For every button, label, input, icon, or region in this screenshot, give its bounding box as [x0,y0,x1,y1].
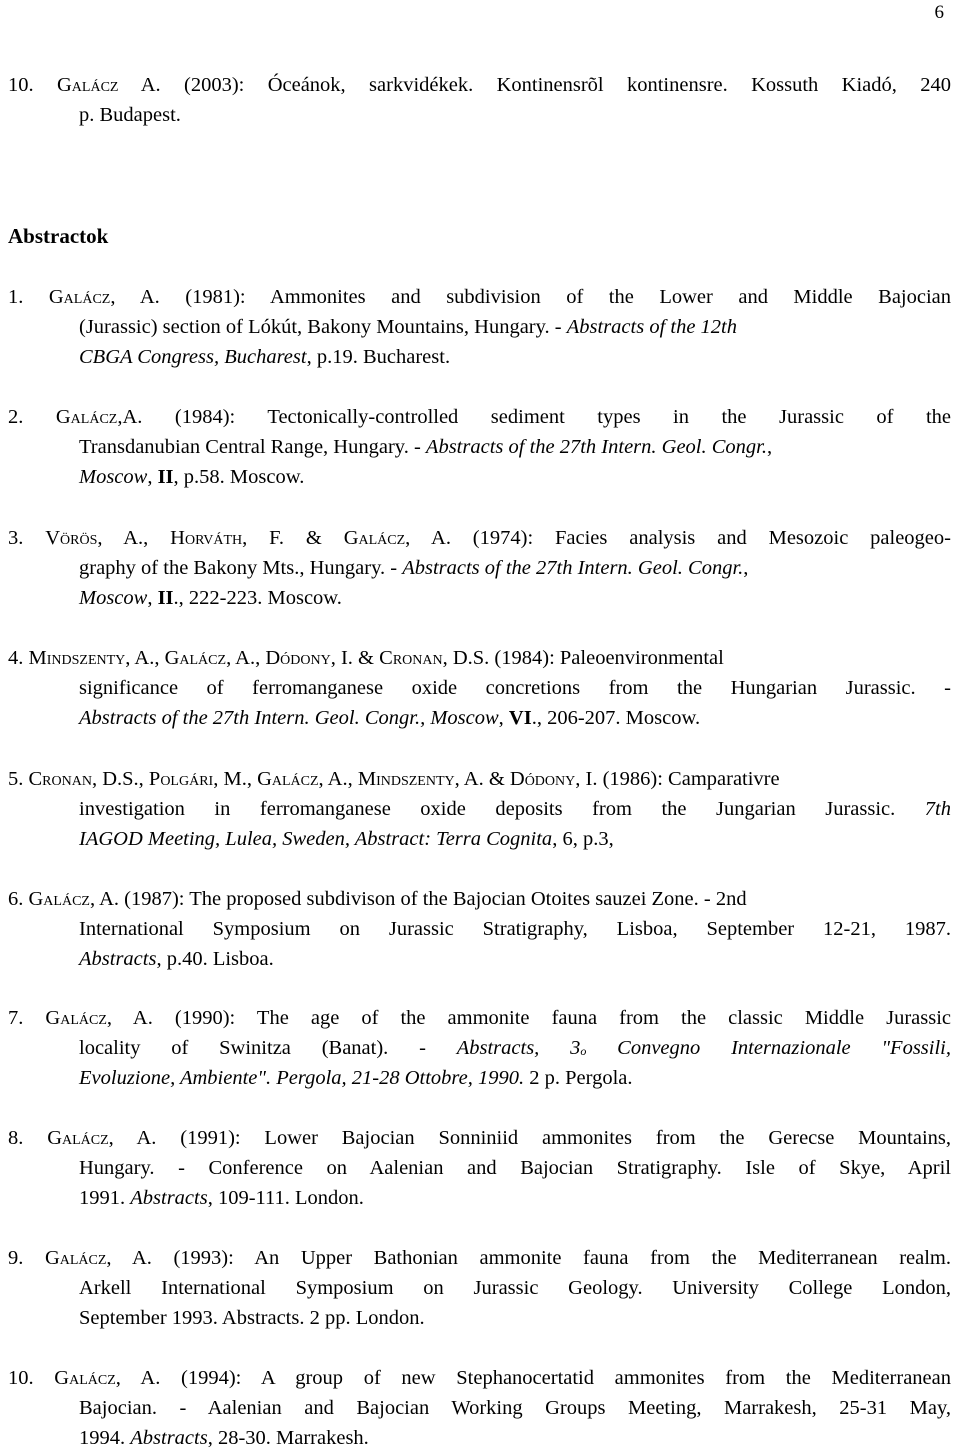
reference-line [0,583,951,613]
reference-text: , A. (1993): An Upper Bathonian ammonite fauna from the Mediterranean realm. [106,1247,951,1269]
reference-text: Abstracts of the 12th [566,316,738,338]
reference-text: International Symposium on Jurassic Stratigraphy, Lisboa, September 12-21, 1987. [79,918,951,940]
reference-text: , A. (1991): Lower Bajocian Sonniniid ammonites from the Gerecse Mountains, [108,1127,951,1149]
reference-text: , p.19. Bucharest. [306,346,451,368]
author-name: Galácz [343,527,406,549]
page-number: 6 [934,2,944,23]
reference-line [0,432,951,462]
reference-text: Transdanubian Central Range, Hungary. - [79,436,426,458]
reference-text: September 1993. Abstracts. 2 pp. London. [79,1307,425,1329]
reference-text: , A. (1981): Ammonites and subdivision of the Lower and Middle Bajocian [110,286,952,308]
reference-text: Abstracts of the 27th Intern. Geol. Congr. [425,436,768,458]
reference-line [0,944,951,974]
reference-line [0,1153,951,1183]
reference-text: Hungary. - Conference on Aalenian and Bajocian Stratigraphy. Isle of Skye, April [79,1157,951,1179]
author-name: Mindszenty [28,647,126,669]
reference-line [0,794,951,824]
reference-text: significance of ferromanganese oxide concretions from the Hungarian Jurassic. - [79,677,951,699]
reference-text: 10. [8,1367,55,1389]
author-name: Galácz [47,1127,109,1149]
reference-text: 2 p. Pergola. [524,1067,633,1089]
reference-line [0,703,951,733]
reference-text: graphy of the Bakony Mts., Hungary. - [79,557,403,579]
reference-text: Abstracts [130,1427,208,1449]
reference-line [0,312,951,342]
author-name: Cronan [379,647,443,669]
author-name: Galácz [45,1007,107,1029]
reference-text: IAGOD Meeting, Lulea, Sweden, Abstract: Terra Cognita [79,828,553,850]
author-name: Horváth [170,527,243,549]
reference-line [0,1243,951,1273]
author-name: Galácz [48,286,111,308]
reference-text: , I. & [330,647,380,669]
reference-text: , M., [213,768,258,790]
reference-text: 2. [8,406,56,428]
reference-text: ., 206-207. Moscow. [531,707,701,729]
reference-text: , A. (1994): A group of new Stephanocertatid ammonites from the Mediterranean [115,1367,952,1389]
reference-text: II [157,587,174,609]
reference-text: Evoluzione, Ambiente". Pergola, 21-28 Ottobre, 1990. [79,1067,525,1089]
reference-line [0,1303,951,1333]
reference-text: , D.S. (1984): Paleoenvironmental [442,647,724,669]
reference-text: investigation in ferromanganese oxide deposits from the Jungarian Jurassic. [79,798,925,820]
reference-line [0,1063,951,1093]
reference-text: Abstracts [79,948,157,970]
reference-entry [0,523,951,613]
reference-entry [0,282,951,372]
reference-entry [0,1243,951,1333]
reference-text: locality of Swinitza (Banat). - [79,1037,457,1059]
author-name: Polgári [148,768,214,790]
reference-text: 7th [924,798,951,820]
reference-text: 9. [8,1247,45,1269]
reference-line [0,1423,951,1453]
reference-text: 1994. [79,1427,131,1449]
reference-text: , [498,707,509,729]
reference-text: , A. (1974): Facies analysis and Mesozoic paleogeo- [405,527,951,549]
reference-text: 6. [8,888,29,910]
reference-line [0,70,951,100]
reference-text: 8. [8,1127,48,1149]
reference-entry [0,402,951,492]
reference-line [0,1363,951,1393]
reference-line [0,643,951,673]
reference-text: , [743,557,749,579]
reference-line [0,1033,951,1063]
reference-text: , A., [318,768,358,790]
reference-line [0,402,951,432]
reference-text: 3. [8,527,46,549]
reference-text: 1. [8,286,49,308]
reference-text: , F. & [242,527,344,549]
reference-text: p. Budapest. [79,104,181,126]
reference-text: Convegno Internazionale "Fossili, [586,1037,951,1059]
reference-text: Abstracts [130,1187,208,1209]
reference-text: II [157,466,174,488]
reference-entry [0,884,951,974]
reference-text: 5. [8,768,29,790]
reference-text: , 109-111. London. [207,1187,364,1209]
reference-text: , A., [125,647,165,669]
reference-text: , D.S., [91,768,149,790]
reference-line [0,824,951,854]
section-heading: Abstractok [8,224,109,248]
reference-text: , 6, p.3, [552,828,614,850]
reference-text: Bajocian. - Aalenian and Bajocian Working Groups Meeting, Marrakesh, 25-31 May, [79,1397,951,1419]
reference-line [0,1273,951,1303]
reference-text: , [147,466,158,488]
author-name: Galácz [44,1247,107,1269]
reference-text: , A., [226,647,266,669]
reference-line [0,553,951,583]
reference-line [0,342,951,372]
reference-text: o [580,1044,587,1058]
author-name: Galácz [54,1367,116,1389]
reference-text: ,A. (1984): Tectonically-controlled sediment types in the Jurassic of the [117,406,952,428]
reference-text: Abstracts of the 27th Intern. Geol. Congr. [402,557,744,579]
reference-text: Abstracts, 3 [456,1037,581,1059]
reference-text: Arkell International Symposium on Jurassic Geology. University College London, [79,1277,951,1299]
author-name: Galácz [57,74,119,96]
reference-text: , [147,587,158,609]
reference-line [0,673,951,703]
author-name: Mindszenty [357,768,455,790]
reference-text: 4. [8,647,29,669]
reference-line [0,282,951,312]
reference-entry [0,1363,951,1453]
reference-entry [0,643,951,733]
reference-text: ., 222-223. Moscow. [173,587,342,609]
reference-text: , p.40. Lisboa. [156,948,274,970]
reference-entry [0,70,951,130]
reference-text: Moscow [79,587,148,609]
reference-line [0,1183,951,1213]
author-name: Galácz [257,768,319,790]
reference-text: 1991. [79,1187,131,1209]
reference-line [0,1393,951,1423]
reference-text: (Jurassic) section of Lókút, Bakony Mountains, Hungary. - [79,316,567,338]
author-name: Galácz [28,888,90,910]
author-name: Dódony [265,647,331,669]
reference-text: CBGA Congress, Bucharest [79,346,307,368]
reference-text: , A., [97,527,171,549]
reference-line [0,462,951,492]
reference-entry [0,1123,951,1213]
reference-line [0,884,951,914]
author-name: Galácz [55,406,118,428]
reference-text: Abstracts of the 27th Intern. Geol. Congr., Moscow [79,707,499,729]
reference-line [0,1123,951,1153]
reference-line [0,1003,951,1033]
reference-text: , p.58. Moscow. [173,466,305,488]
author-name: Vörös [45,527,98,549]
reference-text: 7. [8,1007,46,1029]
reference-text: , [767,436,773,458]
reference-line [0,914,951,944]
reference-text: VI [508,707,532,729]
reference-entry [0,764,951,854]
author-name: Galácz [164,647,227,669]
author-name: Cronan [28,768,92,790]
reference-entry [0,1003,951,1093]
reference-line [0,100,951,130]
reference-line [0,523,951,553]
reference-line [0,764,951,794]
reference-text: A. (2003): Óceánok, sarkvidékek. Kontinensrõl kontinensre. Kossuth Kiadó, 240 [118,74,952,96]
reference-text: 10. [8,74,57,96]
reference-text: , A. (1990): The age of the ammonite fauna from the classic Middle Jurassic [106,1007,951,1029]
reference-text: , I. (1986): Camparativre [575,768,780,790]
reference-text: Moscow [79,466,148,488]
author-name: Dódony [509,768,576,790]
reference-text: , A. (1987): The proposed subdivison of the Bajocian Otoites sauzei Zone. - 2nd [89,888,747,910]
reference-text: , A. & [454,768,510,790]
reference-text: , 28-30. Marrakesh. [207,1427,369,1449]
